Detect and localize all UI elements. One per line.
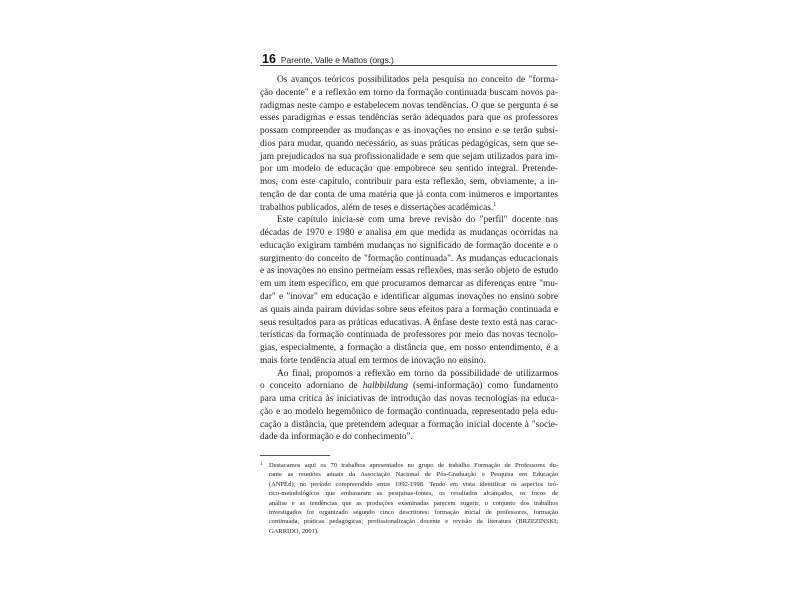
text-line: dios para mudar, quando necessário, as suas práticas pedagógicas, sem que se-	[260, 138, 558, 149]
footnote	[260, 461, 558, 536]
text-line: Ao final, propomos a reflexão em torno da possibilidade de utilizarmos	[277, 368, 558, 379]
text-line	[260, 202, 558, 215]
footnote-text	[269, 461, 558, 536]
footnote-line: (ANPEd), no período compreendido entre 1992-1998. Tendo em vista identificar os aspectos teó-	[269, 480, 558, 488]
text-line: jam prejudicados na sua profissionalidade e sem que sejam utilizados para im-	[260, 151, 558, 162]
footnote-marker: 1	[260, 462, 263, 467]
body-text	[260, 74, 558, 444]
text-line: mais forte tendência atual em termos de inovação no ensino.	[260, 355, 486, 366]
footnote-rule	[260, 455, 330, 456]
text-line: dade da informação e do conhecimento".	[260, 432, 413, 443]
text-line: ção docente" e a reflexão em torno da formação continuada buscam novos pa-	[260, 87, 558, 98]
header-rule	[260, 65, 557, 66]
text-line: terísticas da formação continuada de professores por meio das novas tecnolo-	[260, 330, 558, 341]
text-line: ção e ao modelo hegemônico de formação continuada, representado pela edu-	[260, 406, 558, 417]
text-line: as quais ainda pairam dúvidas sobre seus efeitos para a formação continuada e	[260, 304, 558, 315]
footnote-line: continuada, práticas pedagógicas, profissionalização docente e revisão da literatura (BRZEZINSKI;	[269, 518, 558, 526]
text-line: mos, com este capítulo, contribuir para esta reflexão, sem, obviamente, a in-	[260, 177, 558, 188]
text-line: educação exigiram também mudanças no significado de formação docente e o	[260, 240, 558, 251]
page-number: 16	[262, 52, 276, 66]
text-line: gias, especialmente, a formação a distância que, em nosso entendimento, é a	[260, 343, 558, 354]
text-line-content: (semi-informação) como fundamento	[412, 381, 558, 392]
text-line: tenção de dar conta de uma matéria que já conta com inúmeros e importantes	[260, 189, 558, 200]
footnote-line: rante as reuniões anuais da Associação Nacional de Pós-Graduação e Pesquisa em Educação	[269, 471, 558, 479]
running-head	[262, 50, 562, 64]
footnote-line: rico-metodológicos que embasaram as pesquisas-fontes, os resultados alcançados, os focos de	[269, 490, 558, 498]
text-line: décadas de 1970 e 1980 e analisa em que medida as mudanças ocorridas na	[260, 228, 558, 239]
paragraph-1	[260, 74, 558, 214]
italic-term: halbbildung	[362, 381, 408, 392]
text-line: Este capítulo inicia-se com uma breve revisão do "perfil" docente nas	[277, 215, 558, 226]
footnote-reference: 1	[493, 201, 497, 208]
text-line: cação a distância, que pretendem adequar a formação inicial docente à "socie-	[260, 419, 558, 430]
text-line: por um modelo de educação que empobrece seu sentido integral. Pretende-	[260, 164, 558, 175]
footnote-line: GARRIDO, 2001).	[269, 527, 319, 535]
text-line-content: o conceito adorniano de	[260, 381, 358, 392]
paragraph-3	[260, 368, 558, 445]
text-line: possam compreender as mudanças e as inovações no ensino e se terão subsí-	[260, 126, 558, 137]
text-line-content: trabalhos publicados, além de teses e dissertações acadêmicas.	[260, 202, 494, 213]
text-line: seus resultados para as práticas educativas. A ênfase deste texto está nas carac-	[260, 317, 558, 328]
text-line: surgimento do conceito de "formação continuada". As mudanças educacionais	[260, 253, 558, 264]
text-line: em um item específico, em que procuramos demarcar as diferenças entre "mu-	[260, 279, 558, 290]
text-line: e as inovações no ensino permeiam essas reflexões, mas serão objeto de estudo	[260, 266, 558, 277]
text-line: Os avanços teóricos possibilitados pela pesquisa no conceito de "forma-	[277, 75, 558, 85]
footnote-line: investigados foi organizado segundo cinco descritores: formação inicial de professores, formação	[269, 509, 558, 517]
running-title: Parente, Valle e Mattos (orgs.)	[280, 55, 394, 65]
footnote-line: Destacamos aqui os 70 trabalhos apresentados no grupo de trabalho Formação de Professores du-	[269, 462, 558, 469]
text-line: esses paradigmas e essas tendências serão adequados para que os professores	[260, 113, 558, 124]
text-line	[260, 380, 558, 393]
footnote-line: análise e as tendências que as produções examinadas parecem sugerir, o conjunto dos trabalhos	[269, 499, 558, 507]
text-line: dar" e "inovar" em educação e identificar algumas inovações no ensino sobre	[260, 292, 558, 303]
paragraph-2	[260, 214, 558, 367]
text-line: radigmas neste campo e estabelecem novas tendências. O que se pergunta é se	[260, 100, 558, 111]
text-line: para uma crítica às iniciativas de introdução das novas tecnologias na educa-	[260, 394, 558, 405]
